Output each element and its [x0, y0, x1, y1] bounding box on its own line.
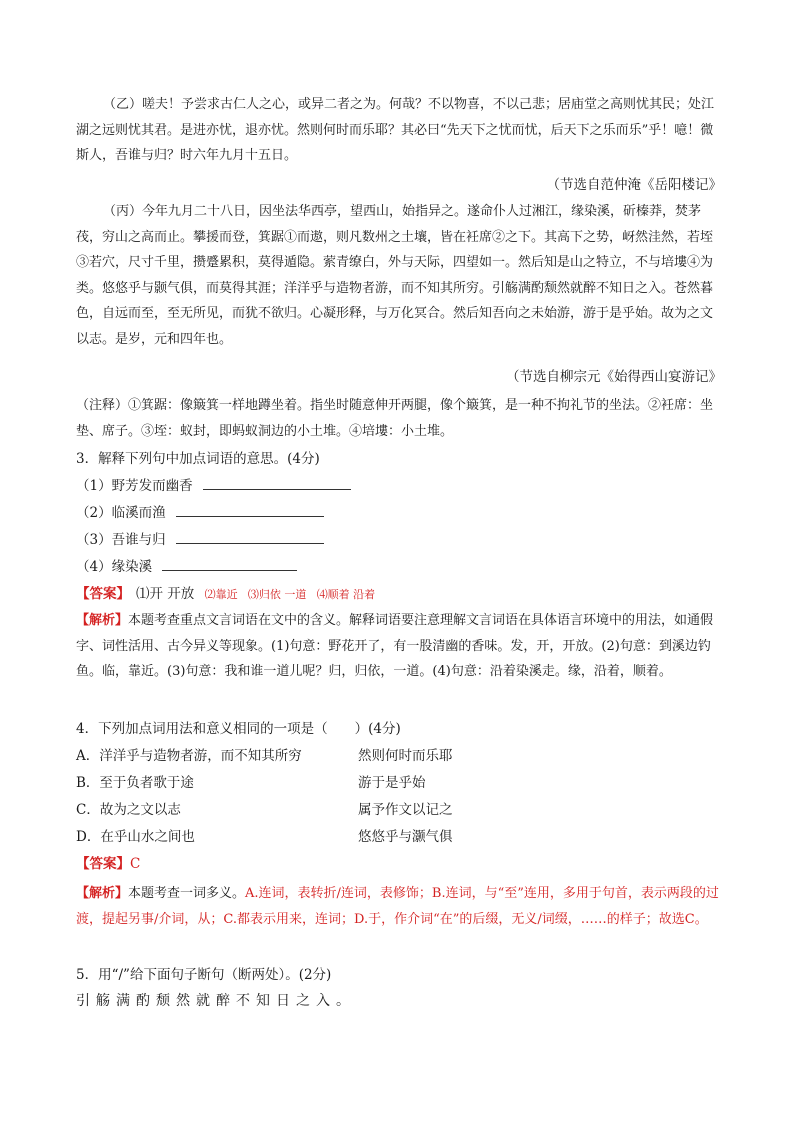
q4-analysis	[76, 881, 722, 932]
analysis-tag: 【解析】	[76, 886, 129, 901]
q4-option-c-right: 属予作文以记之	[358, 802, 453, 818]
q3-answer	[76, 583, 381, 606]
q3-item-2-text: （2）临溪而渔	[76, 505, 166, 521]
answer-tag: 【答案】	[76, 856, 130, 872]
q3-item-3-text: （3）吾谁与归	[76, 532, 166, 548]
answer-blank[interactable]	[176, 502, 324, 517]
q5-sentence: 引觞满酌颓然就醉不知日之入。	[76, 993, 356, 1009]
q3-analysis-text: 本题考查重点文言词语在文中的含义。解释词语要注意理解文言词语在具体语言环境中的用法，如通假字、词性活用、古今异义等现象。(1)句意：野花开了，有一股清幽的香味。发，开，开放。(2)句意：到溪边钓鱼。临，靠近。(3)句意：我和谁一道儿呢？归，归依，一道。(4)句意：沿着染溪走。缘，沿着，顺着。	[76, 613, 714, 679]
q4-option-d-right: 悠悠乎与灏气俱	[358, 829, 453, 845]
q3-analysis	[76, 608, 722, 685]
q4-option-a-left[interactable]: A．洋洋乎与造物者游，而不知其所穷	[76, 748, 302, 764]
passage-yi-source: （节选自范仲淹《岳阳楼记》	[546, 177, 722, 193]
q3-stem: 3．解释下列句中加点词语的意思。(4分)	[76, 451, 320, 467]
answer-blank[interactable]	[203, 475, 351, 490]
q3-item-3	[76, 529, 324, 551]
q3-item-1-text: （1）野芳发而幽香	[76, 478, 193, 494]
q3-answer-2: ⑵靠近	[204, 588, 238, 601]
analysis-tag: 【解析】	[76, 613, 129, 628]
q4-analysis-detail: A.连词，表转折/连词，表修饰；B.连词，与“至”连用，多用于句首，表示两段的过渡，提起另事/介词，从；C.都表示用来，连词；D.于，作介词“在”的后缀，无义/词缀，……的样子；故选C。	[76, 886, 719, 927]
q4-option-a-right: 然则何时而乐耶	[358, 748, 453, 764]
passage-yi-text: （乙）嗟夫！予尝求古仁人之心，或异二者之为。何哉？不以物喜，不以己悲；居庙堂之高则忧其民；处江湖之远则忧其君。是进亦忧，退亦忧。然则何时而乐耶？其必曰“先天下之忧而忧，后天下之乐而乐”乎！噫！微斯人，吾谁与归？时六年九月十五日。	[76, 97, 715, 163]
q4-answer	[76, 853, 140, 875]
q3-answer-4: ⑷顺着 沿着	[316, 588, 376, 601]
answer-blank[interactable]	[162, 556, 297, 571]
q4-option-c-left[interactable]: C．故为之文以志	[76, 802, 181, 818]
q3-item-4-text: （4）缘染溪	[76, 559, 153, 575]
q4-analysis-prefix: 本题考查一词多义。	[128, 886, 246, 901]
q4-option-b-right: 游于是乎始	[358, 775, 426, 791]
q3-item-1	[76, 475, 351, 497]
q4-option-d-left[interactable]: D．在乎山水之间也	[76, 829, 195, 845]
q4-option-b-left[interactable]: B．至于负者歌于途	[76, 775, 194, 791]
q3-answer-3: ⑶归依 一道	[247, 588, 307, 601]
answer-blank[interactable]	[176, 529, 324, 544]
answer-tag: 【答案】	[76, 586, 130, 602]
annotation-notes: （注释）①箕踞：像簸箕一样地蹲坐着。指坐时随意伸开两腿，像个簸箕，是一种不拘礼节的坐法。②衽席：坐垫、席子。③垤：蚁封，即蚂蚁洞边的小土堆。④培塿：小土堆。	[76, 398, 714, 439]
q4-stem: 4．下列加点词用法和意义相同的一项是（ ）(4分)	[76, 721, 401, 737]
q5-stem: 5．用“/”给下面句子断句（断两处）。(2分)	[76, 967, 332, 983]
q3-item-2	[76, 502, 324, 524]
passage-bing-text: （丙）今年九月二十八日，因坐法华西亭，望西山，始指异之。遂命仆人过湘江，缘染溪，斫榛莽，焚茅茷，穷山之高而止。攀援而登，箕踞①而遨，则凡数州之土壤，皆在衽席②之下。其高下之势，岈然洼然，若垤③若穴，尺寸千里，攒蹙累积，莫得遁隐。萦青缭白，外与天际，四望如一。然后知是山之特立，不与培塿④为类。悠悠乎与颢气俱，而莫得其涯；洋洋乎与造物者游，而不知其所穷。引觞满酌颓然就醉不知日之入。苍然暮色，自远而至，至无所见，而犹不欲归。心凝形释，与万化冥合。然后知吾向之未始游，游于是乎始。故为之文以志。是岁，元和四年也。	[76, 204, 714, 347]
passage-bing-source: （节选自柳宗元《始得西山宴游记》	[506, 369, 722, 385]
q3-item-4	[76, 556, 297, 578]
q4-answer-value: C	[130, 856, 141, 872]
q3-answer-1: ⑴开 开放	[136, 586, 195, 602]
